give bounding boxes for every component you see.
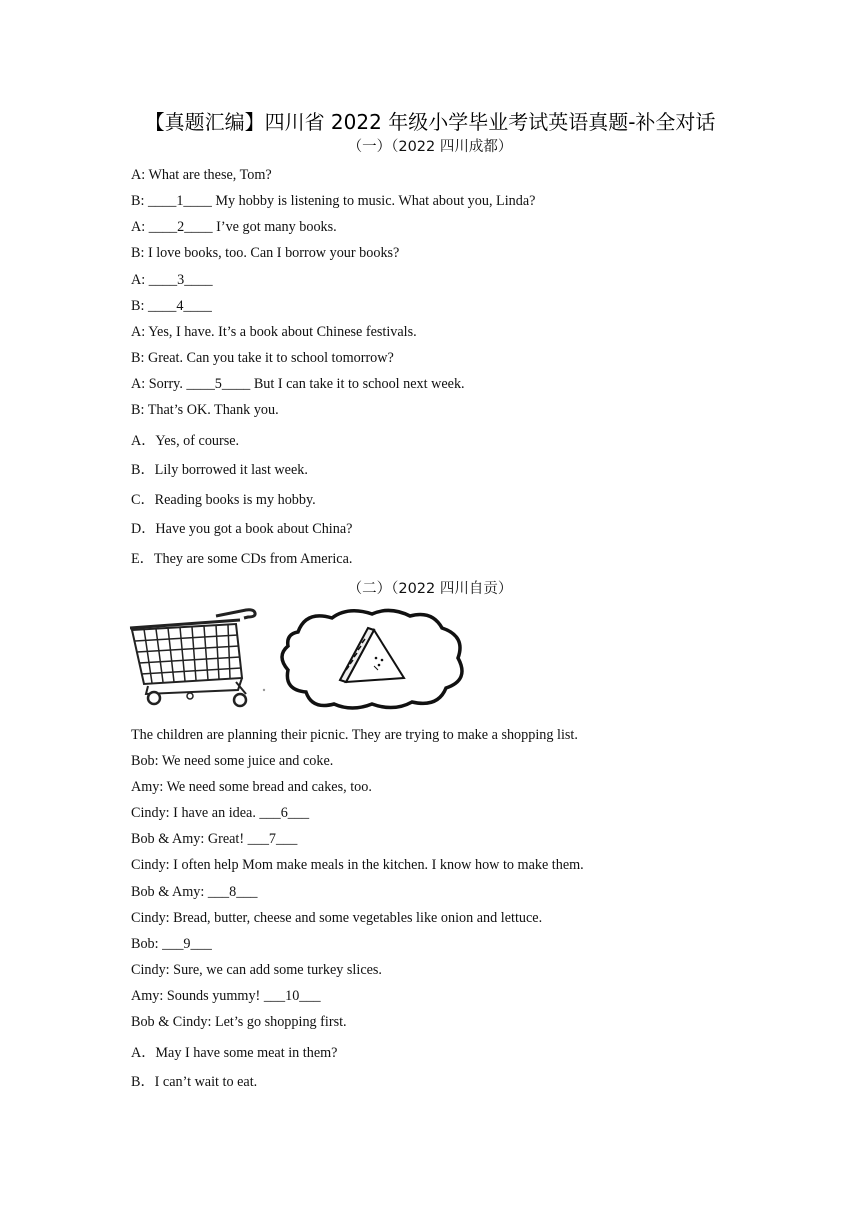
dialogue-line: Cindy: I often help Mom make meals in the kitchen. I know how to make them. [131,857,584,873]
option-item: C．Reading books is my hobby. [131,492,316,508]
dialogue-line: B: That’s OK. Thank you. [131,402,279,418]
dialogue-line: B: ____1____ My hobby is listening to music. What about you, Linda? [131,193,536,209]
dialogue-line: Bob & Amy: ___8___ [131,884,258,900]
dialogue-line: The children are planning their picnic. They are trying to make a shopping list. [131,727,578,743]
dialogue-line: Bob: ___9___ [131,936,212,952]
dialogue-line: A: Sorry. ____5____ But I can take it to school next week. [131,376,465,392]
picnic-illustration [128,604,478,716]
dialogue-line: B: ____4____ [131,298,212,314]
dialogue-line: Cindy: Bread, butter, cheese and some vegetables like onion and lettuce. [131,910,543,926]
dialogue-line: Cindy: Sure, we can add some turkey slices. [131,962,382,978]
option-item: E．They are some CDs from America. [131,551,353,567]
page-title: 【真题汇编】四川省 2022 年级小学毕业考试英语真题-补全对话 [144,110,716,134]
dialogue-line: Bob & Cindy: Let’s go shopping first. [131,1014,347,1030]
section-2-heading: （二）（2022 四川自贡） [347,581,513,597]
dialogue-line: B: I love books, too. Can I borrow your books? [131,245,400,261]
option-item: B．Lily borrowed it last week. [131,462,308,478]
dialogue-line: A: ____2____ I’ve got many books. [131,219,337,235]
dialogue-line: A: ____3____ [131,272,213,288]
section-1-heading: （一）（2022 四川成都） [347,139,513,155]
option-item: B．I can’t wait to eat. [131,1074,258,1090]
shopping-cart-icon [130,610,265,706]
dialogue-line: A: What are these, Tom? [131,167,272,183]
dialogue-line: Amy: We need some bread and cakes, too. [131,779,372,795]
option-item: A．May I have some meat in them? [131,1045,338,1061]
option-item: D．Have you got a book about China? [131,521,353,537]
dialogue-line: B: Great. Can you take it to school tomorrow? [131,350,394,366]
dialogue-line: A: Yes, I have. It’s a book about Chinese festivals. [131,324,417,340]
dialogue-line: Amy: Sounds yummy! ___10___ [131,988,321,1004]
dialogue-line: Cindy: I have an idea. ___6___ [131,805,310,821]
option-item: A．Yes, of course. [131,433,240,449]
dialogue-line: Bob & Amy: Great! ___7___ [131,831,298,847]
sandwich-thought-bubble-icon [282,610,462,708]
dialogue-line: Bob: We need some juice and coke. [131,753,334,769]
